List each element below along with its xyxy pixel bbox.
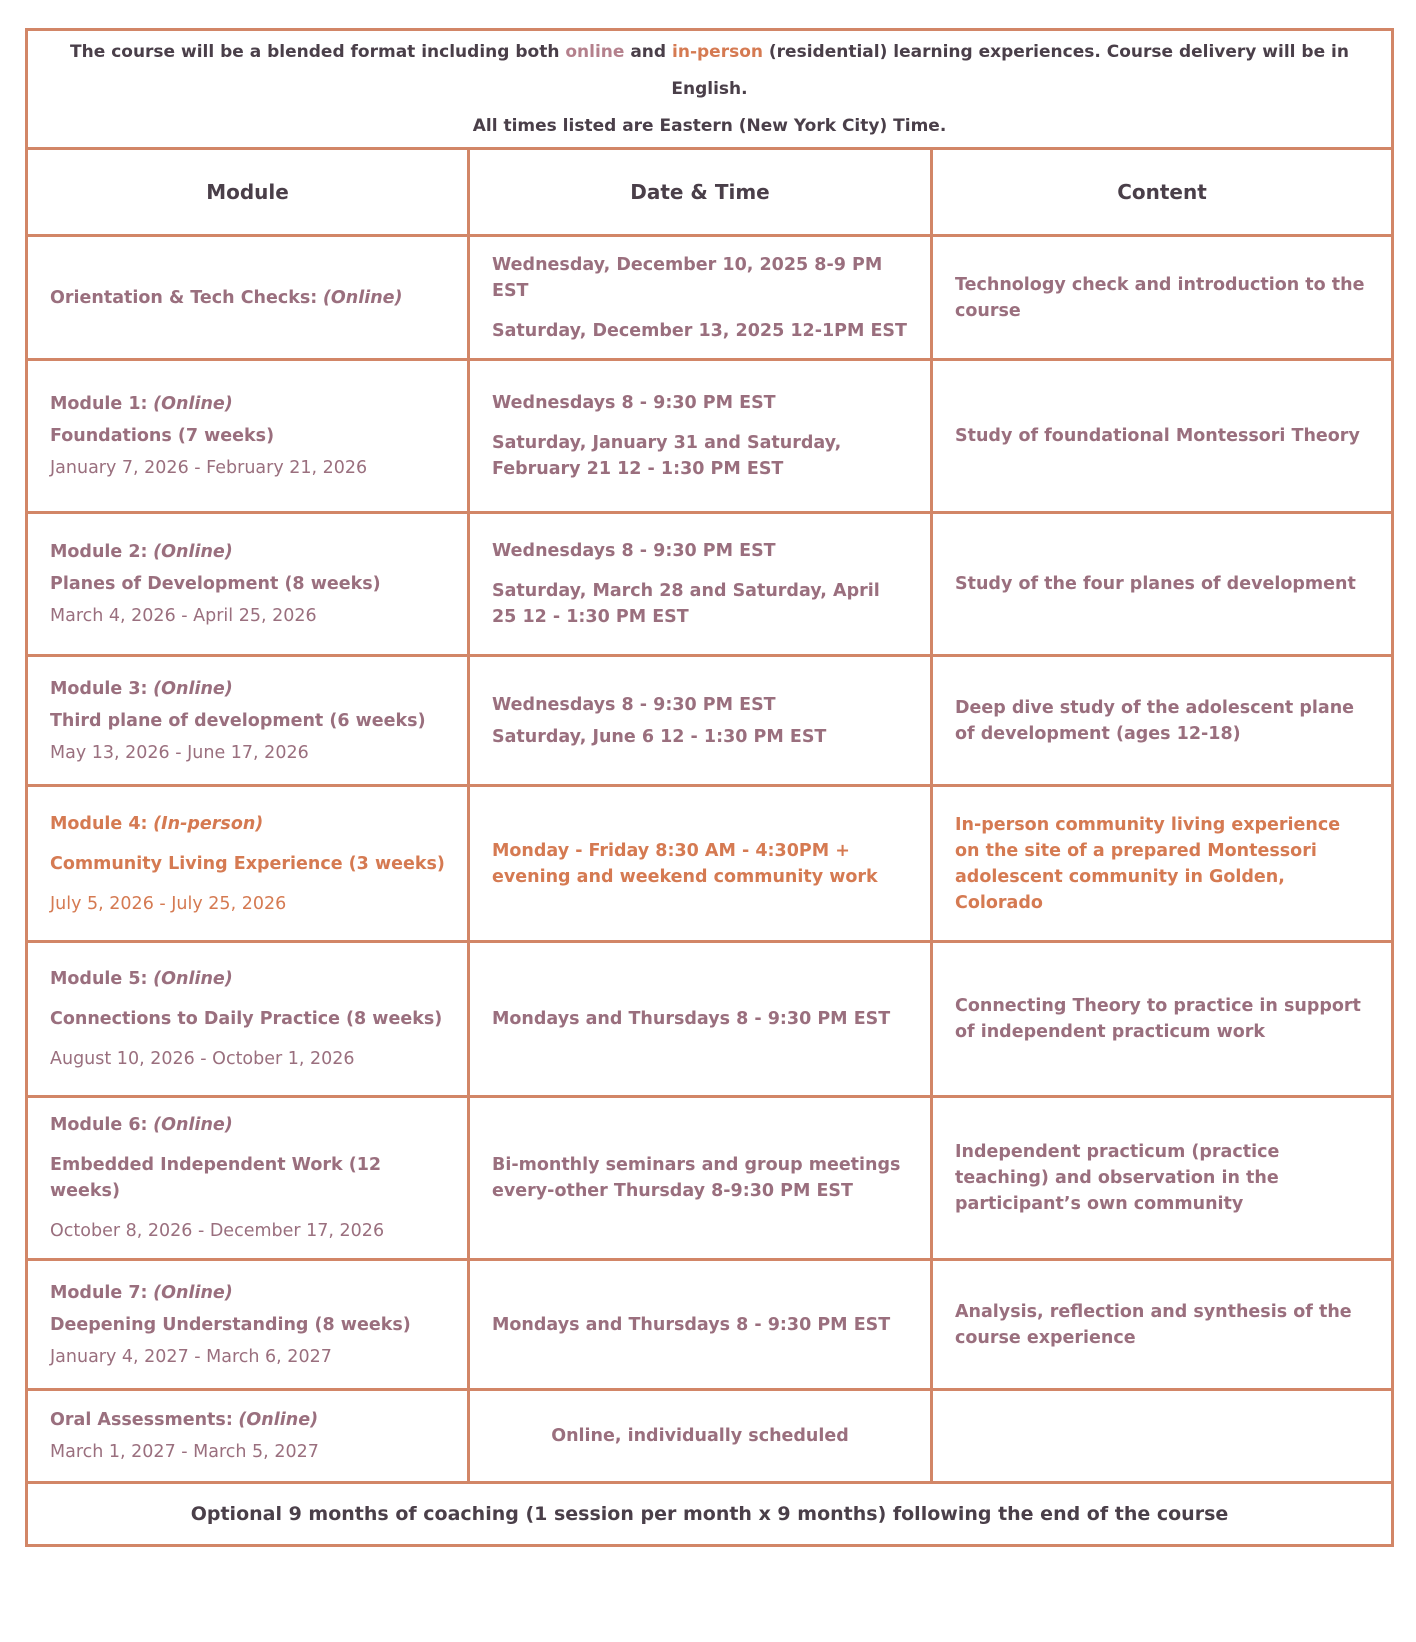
module-name: Orientation & Tech Checks: bbox=[50, 287, 318, 308]
time-cell bbox=[469, 236, 932, 360]
module-subtitle: Embedded Independent Work (12 weeks) bbox=[50, 1155, 382, 1201]
module-name: Module 4: bbox=[50, 813, 148, 834]
module-cell bbox=[27, 236, 469, 360]
content-cell: Study of the four planes of development bbox=[932, 513, 1393, 656]
intro-line-1 bbox=[70, 42, 1349, 99]
footer-note: Optional 9 months of coaching (1 session per month x 9 months) following the end of the course bbox=[27, 1483, 1393, 1546]
content-cell bbox=[932, 1390, 1393, 1483]
module-mode: (Online) bbox=[153, 969, 233, 989]
module-dates: August 10, 2026 - October 1, 2026 bbox=[50, 1049, 355, 1069]
module-cell bbox=[27, 1390, 469, 1483]
time-cell: Monday - Friday 8:30 AM - 4:30PM + evening and weekend community work bbox=[469, 786, 932, 942]
intro-text-1: The course will be a blended format including both bbox=[70, 41, 566, 62]
module-cell bbox=[27, 656, 469, 786]
module-name: Module 3: bbox=[50, 678, 148, 699]
module-dates: May 13, 2026 - June 17, 2026 bbox=[50, 742, 309, 763]
module-subtitle: Third plane of development (6 weeks) bbox=[50, 710, 426, 731]
footer-row bbox=[27, 1483, 1393, 1546]
module-dates: January 4, 2027 - March 6, 2027 bbox=[50, 1346, 332, 1367]
header-content: Content bbox=[932, 149, 1393, 236]
content-cell: Technology check and introduction to the course bbox=[932, 236, 1393, 360]
module-subtitle: Foundations (7 weeks) bbox=[50, 426, 275, 446]
time-cell bbox=[469, 656, 932, 786]
time-line-2: Saturday, December 13, 2025 12-1PM EST bbox=[492, 320, 907, 341]
table-row bbox=[27, 656, 1393, 786]
content-cell: In-person community living experience on the site of a prepared Montessori adolescent community in Golden, Colorado bbox=[932, 786, 1393, 942]
module-mode: (Online) bbox=[153, 542, 233, 562]
time-line-2: Saturday, January 31 and Saturday, February 21 12 - 1:30 PM EST bbox=[492, 433, 842, 479]
module-subtitle: Planes of Development (8 weeks) bbox=[50, 574, 381, 594]
header-row bbox=[27, 149, 1393, 236]
spacer bbox=[492, 416, 908, 430]
module-dates: October 8, 2026 - December 17, 2026 bbox=[50, 1221, 385, 1241]
spacer bbox=[492, 304, 908, 318]
schedule-table bbox=[25, 28, 1394, 1547]
module-cell bbox=[27, 786, 469, 942]
module-subtitle: Deepening Understanding (8 weeks) bbox=[50, 1314, 411, 1335]
time-line-2: Saturday, March 28 and Saturday, April 25 12 - 1:30 PM EST bbox=[492, 581, 880, 627]
module-mode: (Online) bbox=[153, 394, 233, 414]
module-dates: March 4, 2026 - April 25, 2026 bbox=[50, 606, 317, 626]
module-cell bbox=[27, 360, 469, 513]
module-mode: (In-person) bbox=[153, 813, 264, 834]
module-mode: (Online) bbox=[153, 1115, 233, 1135]
header-date-time: Date & Time bbox=[469, 149, 932, 236]
time-cell: Bi-monthly seminars and group meetings every-other Thursday 8-9:30 PM EST bbox=[469, 1097, 932, 1260]
module-dates: March 1, 2027 - March 5, 2027 bbox=[50, 1442, 319, 1462]
time-line-1: Wednesdays 8 - 9:30 PM EST bbox=[492, 694, 776, 715]
module-mode: (Online) bbox=[153, 678, 233, 699]
table-row bbox=[27, 360, 1393, 513]
table-row bbox=[27, 942, 1393, 1097]
content-cell: Independent practicum (practice teaching) and observation in the participant’s own community bbox=[932, 1097, 1393, 1260]
spacer bbox=[492, 564, 908, 578]
module-cell bbox=[27, 1097, 469, 1260]
content-cell: Analysis, reflection and synthesis of the course experience bbox=[932, 1260, 1393, 1390]
module-subtitle: Community Living Experience (3 weeks) bbox=[50, 853, 445, 874]
intro-text-3: (residential) learning experiences. Course delivery will be in English. bbox=[671, 41, 1349, 99]
module-name: Module 6: bbox=[50, 1115, 148, 1135]
module-subtitle: Connections to Daily Practice (8 weeks) bbox=[50, 1009, 443, 1029]
intro-row bbox=[27, 30, 1393, 149]
module-mode: (Online) bbox=[153, 1282, 233, 1303]
time-cell: Online, individually scheduled bbox=[469, 1390, 932, 1483]
time-line-1: Wednesdays 8 - 9:30 PM EST bbox=[492, 393, 776, 413]
table-row bbox=[27, 513, 1393, 656]
intro-in-person: in-person bbox=[672, 41, 763, 62]
schedule-frame bbox=[25, 28, 1391, 1547]
time-cell bbox=[469, 360, 932, 513]
intro-online: online bbox=[565, 41, 625, 62]
table-row bbox=[27, 236, 1393, 360]
module-dates: July 5, 2026 - July 25, 2026 bbox=[50, 893, 287, 914]
content-cell: Study of foundational Montessori Theory bbox=[932, 360, 1393, 513]
time-line-1: Wednesdays 8 - 9:30 PM EST bbox=[492, 541, 776, 561]
content-cell: Connecting Theory to practice in support of independent practicum work bbox=[932, 942, 1393, 1097]
intro-cell bbox=[27, 30, 1393, 149]
module-name: Module 1: bbox=[50, 394, 148, 414]
module-name: Module 5: bbox=[50, 969, 148, 989]
time-cell: Mondays and Thursdays 8 - 9:30 PM EST bbox=[469, 942, 932, 1097]
module-name: Oral Assessments: bbox=[50, 1410, 233, 1430]
intro-text-2: and bbox=[624, 41, 673, 62]
time-cell: Mondays and Thursdays 8 - 9:30 PM EST bbox=[469, 1260, 932, 1390]
table-row bbox=[27, 1260, 1393, 1390]
time-line-1: Wednesday, December 10, 2025 8-9 PM EST bbox=[492, 254, 883, 301]
module-dates: January 7, 2026 - February 21, 2026 bbox=[50, 458, 368, 478]
time-cell bbox=[469, 513, 932, 656]
module-cell bbox=[27, 513, 469, 656]
module-name: Module 7: bbox=[50, 1282, 148, 1303]
header-module: Module bbox=[27, 149, 469, 236]
time-line-2: Saturday, June 6 12 - 1:30 PM EST bbox=[492, 726, 827, 747]
table-row bbox=[27, 1390, 1393, 1483]
module-name: Module 2: bbox=[50, 542, 148, 562]
table-row bbox=[27, 1097, 1393, 1260]
module-cell bbox=[27, 942, 469, 1097]
intro-line-2: All times listed are Eastern (New York City) Time. bbox=[472, 115, 947, 136]
module-mode: (Online) bbox=[238, 1410, 319, 1430]
module-mode: (Online) bbox=[322, 287, 403, 308]
module-cell bbox=[27, 1260, 469, 1390]
table-row bbox=[27, 786, 1393, 942]
content-cell: Deep dive study of the adolescent plane of development (ages 12-18) bbox=[932, 656, 1393, 786]
